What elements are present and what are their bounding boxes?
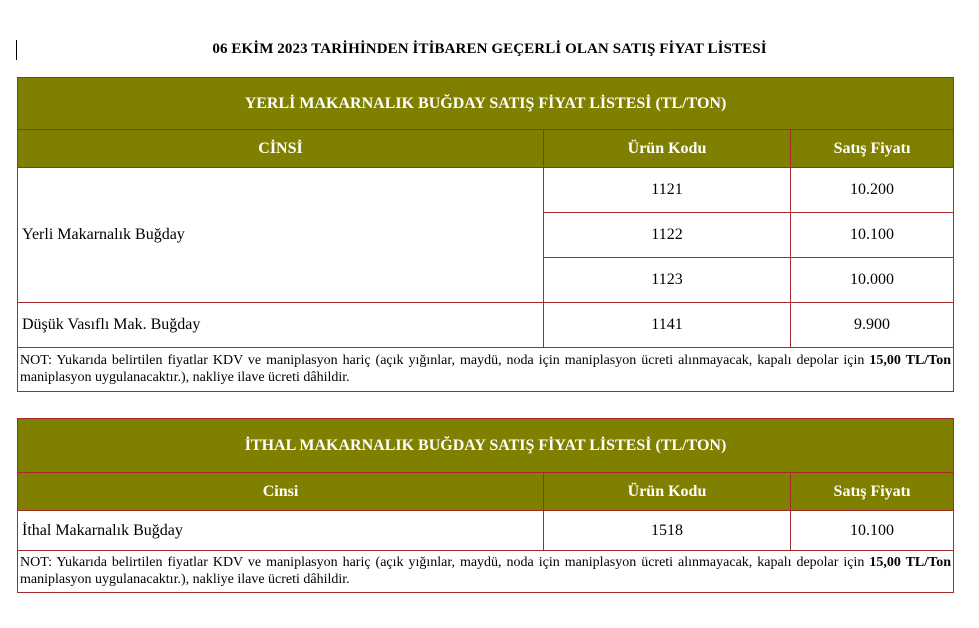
product-price: 10.100	[791, 511, 954, 551]
product-code: 1123	[544, 258, 791, 303]
product-name: Yerli Makarnalık Buğday	[18, 168, 544, 303]
table1-col-price: Satış Fiyatı	[791, 130, 954, 168]
product-price: 10.100	[791, 213, 954, 258]
product-code: 1122	[544, 213, 791, 258]
note-bold-text: 15,00 TL/Ton	[869, 555, 951, 570]
table1-col-code: Ürün Kodu	[544, 130, 791, 168]
table2-col-price: Satış Fiyatı	[791, 473, 954, 511]
note-text-end: maniplasyon uygulanacaktır.), nakliye ilave ücreti dâhildir.	[20, 572, 350, 587]
product-code: 1121	[544, 168, 791, 213]
table-row	[18, 303, 954, 348]
product-name: İthal Makarnalık Buğday	[18, 511, 544, 551]
note-text: NOT: Yukarıda belirtilen fiyatlar KDV ve maniplasyon hariç (açık yığınlar, maydü, noda için maniplasyon ücreti alınmayacak, kapalı depolar için	[20, 353, 870, 368]
table1-heading: YERLİ MAKARNALIK BUĞDAY SATIŞ FİYAT LİSTESİ (TL/TON)	[18, 78, 954, 130]
note-bold-text: 15,00 TL/Ton	[869, 353, 952, 368]
table-row	[18, 511, 954, 551]
table-row	[18, 168, 954, 213]
table1-col-type: CİNSİ	[18, 130, 544, 168]
page-title: 06 EKİM 2023 TARİHİNDEN İTİBAREN GEÇERLİ OLAN SATIŞ FİYAT LİSTESİ	[212, 41, 767, 57]
table2-heading: İTHAL MAKARNALIK BUĞDAY SATIŞ FİYAT LİSTESİ (TL/TON)	[18, 419, 954, 473]
product-name: Düşük Vasıflı Mak. Buğday	[18, 303, 544, 348]
product-price: 10.000	[791, 258, 954, 303]
product-code: 1518	[544, 511, 791, 551]
note-text-end: maniplasyon uygulanacaktır.), nakliye ilave ücreti dâhildir.	[20, 370, 350, 385]
domestic-wheat-price-table	[17, 77, 954, 392]
product-price: 9.900	[791, 303, 954, 348]
table2-col-code: Ürün Kodu	[544, 473, 791, 511]
table2-note	[18, 551, 954, 593]
note-text: NOT: Yukarıda belirtilen fiyatlar KDV ve maniplasyon hariç (açık yığınlar, maydü, noda için maniplasyon ücreti alınmayacak, kapalı depolar için	[20, 555, 870, 570]
product-code: 1141	[544, 303, 791, 348]
table1-note	[18, 348, 954, 392]
imported-wheat-price-table	[17, 418, 954, 593]
table2-col-type: Cinsi	[18, 473, 544, 511]
product-price: 10.200	[791, 168, 954, 213]
